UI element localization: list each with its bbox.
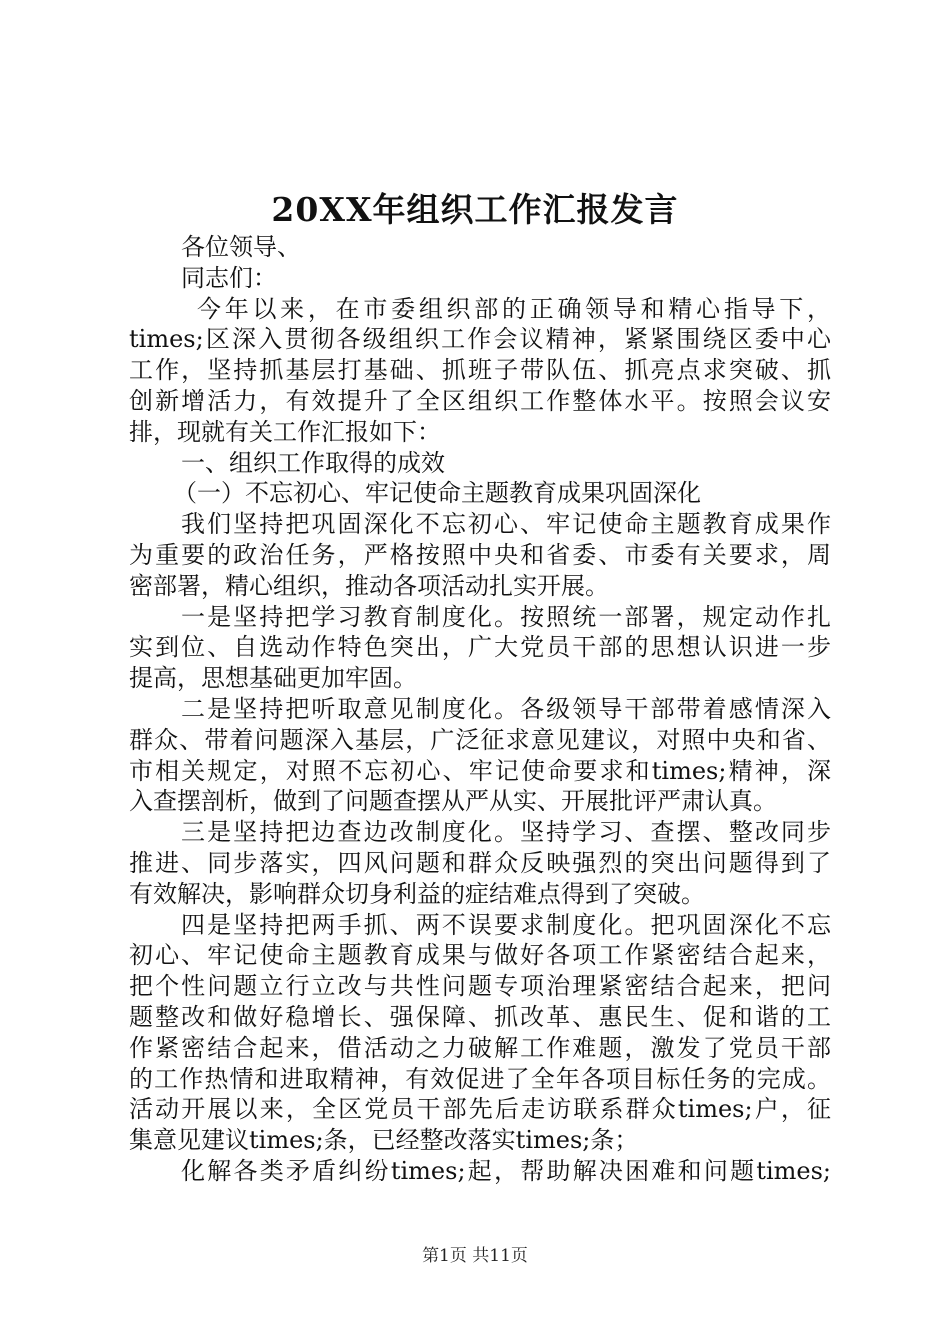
paragraph-line: 三是坚持把边查边改制度化。坚持学习、查摆、整改同步 xyxy=(181,818,831,847)
paragraph-line: 工作，坚持抓基层打基础、抓班子带队伍、抓亮点求突破、抓 xyxy=(129,356,831,385)
paragraph-line: 作紧密结合起来，借活动之力破解工作难题，激发了党员干部 xyxy=(129,1033,831,1062)
document-title: 20XX年组织工作汇报发言 xyxy=(271,190,679,229)
paragraph-line: 排，现就有关工作汇报如下： xyxy=(129,417,441,446)
paragraph-line: 一是坚持把学习教育制度化。按照统一部署，规定动作扎 xyxy=(181,602,831,631)
paragraph-line: 四是坚持把两手抓、两不误要求制度化。把巩固深化不忘 xyxy=(181,910,831,939)
subsection-heading: （一）不忘初心、牢记使命主题教育成果巩固深化 xyxy=(173,479,701,508)
greeting-line: 各位领导、 xyxy=(181,233,301,261)
paragraph-line: 群众、带着问题深入基层，广泛征求意见建议，对照中央和省、 xyxy=(129,725,831,754)
paragraph-line: times;区深入贯彻各级组织工作会议精神，紧紧围绕区委中心 xyxy=(129,325,831,354)
paragraph-line: 密部署，精心组织，推动各项活动扎实开展。 xyxy=(129,571,609,600)
paragraph-line: 提高，思想基础更加牢固。 xyxy=(129,664,417,693)
paragraph-line: 把个性问题立行立改与共性问题专项治理紧密结合起来，把问 xyxy=(129,972,831,1001)
section-heading: 一、组织工作取得的成效 xyxy=(181,448,445,477)
paragraph-line: 集意见建议times;条，已经整改落实times;条； xyxy=(129,1126,639,1155)
greeting-line: 同志们： xyxy=(181,263,277,292)
paragraph-line: 题整改和做好稳增长、强保障、抓改革、惠民生、促和谐的工 xyxy=(129,1002,831,1031)
paragraph-line: 推进、同步落实，四风问题和群众反映强烈的突出问题得到了 xyxy=(129,848,831,877)
paragraph-line: 初心、牢记使命主题教育成果与做好各项工作紧密结合起来， xyxy=(129,941,831,970)
paragraph-line: 的工作热情和进取精神，有效促进了全年各项目标任务的完成。 xyxy=(129,1064,831,1093)
paragraph-line: 今年以来，在市委组织部的正确领导和精心指导下， xyxy=(197,294,831,323)
paragraph-line: 创新增活力，有效提升了全区组织工作整体水平。按照会议安 xyxy=(129,386,831,415)
paragraph-line: 活动开展以来，全区党员干部先后走访联系群众times;户，征 xyxy=(129,1095,831,1124)
paragraph-line: 入查摆剖析，做到了问题查摆从严从实、开展批评严肃认真。 xyxy=(129,787,777,816)
paragraph-line: 市相关规定，对照不忘初心、牢记使命要求和times;精神，深 xyxy=(129,756,831,785)
document-body xyxy=(129,232,831,1187)
paragraph-line: 我们坚持把巩固深化不忘初心、牢记使命主题教育成果作 xyxy=(181,510,831,539)
page-number: 第1页 共11页 xyxy=(422,1246,528,1266)
paragraph-line: 为重要的政治任务，严格按照中央和省委、市委有关要求，周 xyxy=(129,540,831,569)
paragraph-line: 有效解决，影响群众切身利益的症结难点得到了突破。 xyxy=(129,879,705,908)
paragraph-line: 二是坚持把听取意见制度化。各级领导干部带着感情深入 xyxy=(181,694,831,723)
paragraph-line: 化解各类矛盾纠纷times;起，帮助解决困难和问题times; xyxy=(181,1156,831,1185)
paragraph-line: 实到位、自选动作特色突出，广大党员干部的思想认识进一步 xyxy=(129,633,831,662)
